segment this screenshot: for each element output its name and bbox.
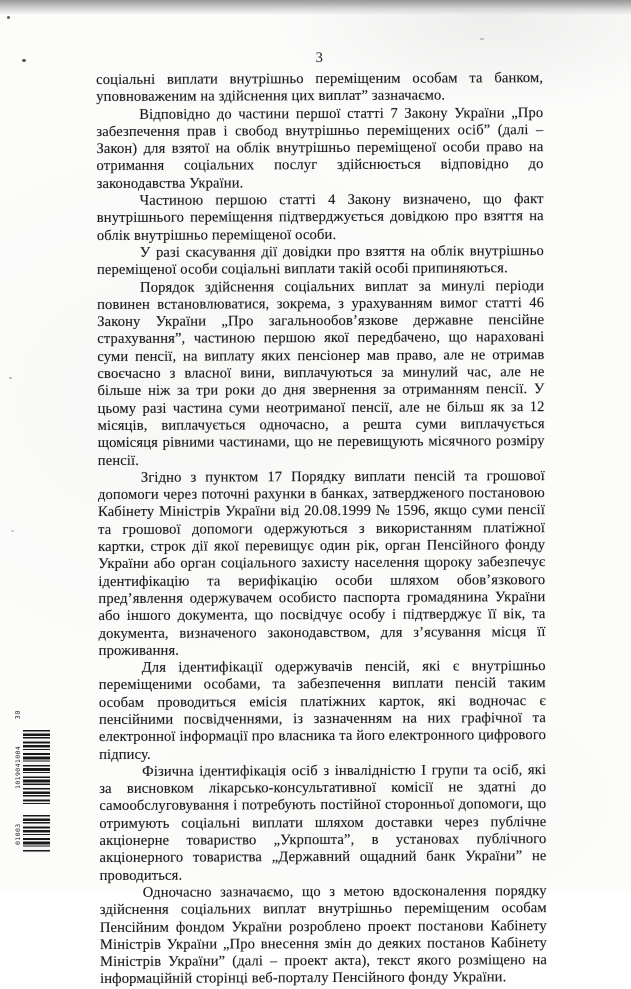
- document-paragraph: соціальні виплати внутрішньо переміщеним особам та банком, уповноваженим на здійснення цих виплат” зазначаємо.: [96, 70, 544, 106]
- barcode-bars: [23, 815, 50, 853]
- barcode-bars: [23, 730, 50, 804]
- scan-speck: [480, 38, 484, 40]
- barcode-lower-digits: 01003: [14, 823, 22, 845]
- scan-speck: [11, 530, 14, 532]
- barcode-upper-segment: [14, 730, 54, 804]
- barcode-upper-digits: 1019041004: [14, 745, 22, 789]
- scan-speck: [22, 59, 26, 62]
- scan-speck: [7, 16, 10, 19]
- document-paragraph: Фізична ідентифікація осіб з інвалідністю I групи та осіб, які за висновком лікарсько-консультативної комісії не здатні до самообслуговування і потребують постійної сторонньої допомоги, що отримують соціальні виплати шляхом доставки через публічне акціонерне товариство „Укрпошта”, в установах публічного акціонерного товариства „Державний ощадний банк України” не проводиться.: [99, 761, 547, 884]
- document-paragraph: Порядок здійснення соціальних виплат за минулі періоди повинен встановлюватися, зокрема, з урахуванням вимог статті 46 Закону України „Про загальнообов’язкове державне пенсійне страхування”, частиною першою якої передбачено, що нараховані суми пенсії, на виплату яких пенсіонер мав право, але не отримав своєчасно з власної вини, виплачуються за минулий час, але не більше ніж за три роки до дня звернення за отриманням пенсії. У цьому разі частина суми неотриманої пенсії, але не більш як за 12 місяців, виплачується одночасно, а решта суми виплачується щомісяця рівними частинами, що не перевищують місячного розміру пенсії.: [97, 277, 545, 469]
- document-paragraph: Згідно з пунктом 17 Порядку виплати пенсій та грошової допомоги через поточні рахунки в банках, затвердженого постановою Кабінету Міністрів України від 20.08.1999 № 1596, якщо суми пенсії та грошової допомоги одержуються з використанням платіжної картки, строк дії якої перевищує один рік, орган Пенсійного фонду України або орган соціального захисту населення щороку забезпечує ідентифікацію та верифікацію особи шляхом обов’язкового пред’явлення одержувачем особисто паспорта громадянина України або іншого документа, що посвідчує особу і підтверджує її вік, та документа, визначеного законодавством, для з’ясування місця її проживання.: [97, 467, 546, 659]
- barcode-lower-segment: [14, 815, 54, 853]
- document-paragraph: Одночасно зазначаємо, що з метою вдосконалення порядку здійснення соціальних виплат внутрішньо переміщеним особам Пенсійним фондом України розроблено проект постанови Кабінету Міністрів України „Про внесення змін до деяких постанов Кабінету Міністрів України” (далі – проект акта), текст якого розміщено на інформаційній сторінці веб-порталу Пенсійного фонду України.: [99, 882, 548, 988]
- barcode-gap: [14, 804, 54, 815]
- document-paragraph: Частиною першою статті 4 Закону визначено, що факт внутрішнього переміщення підтверджується довідкою про взяття на облік внутрішньо переміщеної особи.: [96, 191, 544, 244]
- document-paragraph: Відповідно до частини першої статті 7 Закону України „Про забезпечення прав і свобод внутрішньо переміщених осіб” (далі – Закон) для взятої на облік внутрішньо переміщеної особи право на отримання соціальних послуг здійснюється відповідно до законодавства України.: [96, 104, 544, 192]
- document-paragraph: Для ідентифікації одержувачів пенсій, які є внутрішньо переміщеними особами, та забезпечення виплати пенсій таким особам проводиться емісія платіжних карток, які водночас є пенсійними посвідченнями, із зазначенням на них графічної та електронної інформації про власника та його електронного цифрового підпису.: [98, 658, 547, 763]
- document-paragraph: У разі скасування дії довідки про взяття на облік внутрішньо переміщеної особи соціальні виплати такій особі припиняються.: [96, 243, 544, 279]
- barcode: [14, 712, 54, 853]
- page-number: 3: [315, 50, 324, 67]
- document-body: [96, 48, 547, 989]
- barcode-top-label: 30: [14, 710, 22, 720]
- scan-speck: [9, 377, 12, 379]
- scan-edge-shadow: [0, 0, 631, 15]
- paragraph-container: [96, 70, 547, 989]
